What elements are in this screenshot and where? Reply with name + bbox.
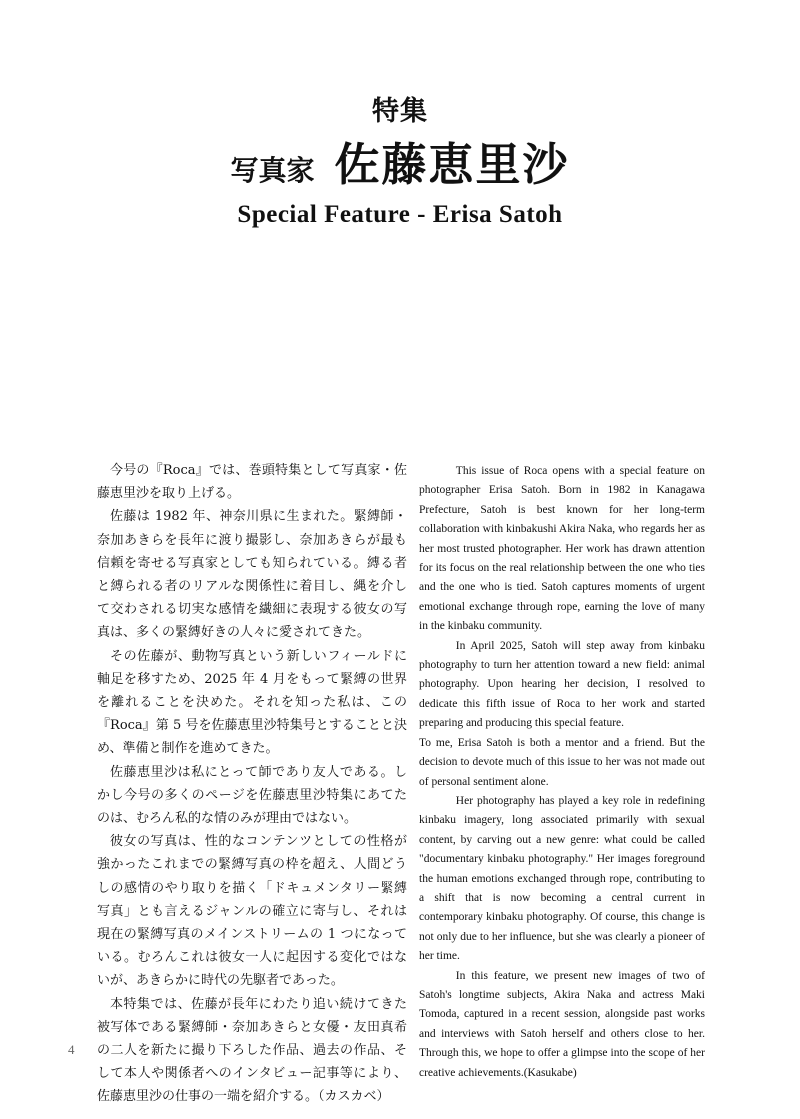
en-paragraph: Her photography has played a key role in redefining kinbaku imagery, long associated primarily with sexual content, by carving out a new genre: what could be called "documentary kinbaku photography." Her images foreground the human emotions exchanged through rope, contributing to a shift that is now becoming a central current in contemporary kinbaku photography. Of course, this change is not only due to her influence, but she was clearly a pioneer of her time. [419, 794, 705, 963]
en-paragraph: This issue of Roca opens with a special feature on photographer Erisa Satoh. Born in 1982 in Kanagawa Prefecture, Satoh is best known for her long-term collaboration with kinbakushi Akira Naka, who regards her as her most trusted photographer. Her work has drawn attention for its focus on the real relationship between the one who ties and the one who is tied. Satoh captures moments of urgent emotional exchange through rope, earning the love of many in the kinbaku community. [419, 465, 705, 633]
english-subtitle: Special Feature - Erisa Satoh [237, 201, 563, 228]
en-paragraph: In April 2025, Satoh will step away from kinbaku photography to turn her attention toward a new field: animal photography. Upon hearing her decision, I resolved to dedicate this fifth issue of Roca to her work and started preparing and producing this special feature. [419, 639, 705, 730]
feature-header [0, 96, 800, 230]
jp-paragraph: 本特集では、佐藤が長年にわたり追い続けてきた被写体である緊縛師・奈加あきらと女優・友田真希の二人を新たに撮り下ろした作品、過去の作品、そして本人や関係者へのインタビュー記事等により、佐藤恵里沙の仕事の一端を紹介する。（カスカベ） [97, 996, 407, 1105]
jp-paragraph: その佐藤が、動物写真という新しいフィールドに軸足を移すため、2025 年 4 月をもって緊縛の世界を離れることを決めた。それを知った私は、この『Roca』第 5 号を佐藤恵里沙特集号とすることと決め、準備と制作を進めてきた。 [97, 648, 407, 757]
jp-paragraph: 彼女の写真は、性的なコンテンツとしての性格が強かったこれまでの緊縛写真の枠を超え、人間どうしの感情のやり取りを描く「ドキュメンタリー緊縛写真」とも言えるジャンルの確立に寄与し、それは現在の緊縛写真のメインストリームの 1 つになっている。むろんこれは彼女一人に起因する変化ではないが、あきらかに時代の先駆者であった。 [97, 834, 407, 989]
jp-paragraph: 佐藤恵里沙は私にとって師であり友人である。しかし今号の多くのページを佐藤恵里沙特集にあてたのは、むろん私的な情のみが理由ではない。 [97, 764, 407, 827]
jp-paragraph: 今号の『Roca』では、巻頭特集として写真家・佐藤恵里沙を取り上げる。 [97, 463, 407, 502]
en-paragraph: In this feature, we present new images of two of Satoh's longtime subjects, Akira Naka and actress Maki Tomoda, captured in a recent session, alongside past works and interviews with Satoh herself and others close to her. Through this, we hope to offer a glimpse into the scope of her creative achievements.(Kasukabe) [419, 969, 705, 1079]
page-number: 4 [68, 1042, 75, 1057]
english-text-column [419, 462, 705, 1083]
title-prefix: 写真家 [230, 154, 315, 187]
en-paragraph: To me, Erisa Satoh is both a mentor and a friend. But the decision to devote much of this issue to her was not made out of personal sentiment alone. [419, 736, 705, 788]
photographer-name: 佐藤恵里沙 [334, 138, 570, 191]
feature-title [0, 136, 800, 194]
jp-paragraph: 佐藤は 1982 年、神奈川県に生まれた。緊縛師・奈加あきらを長年に渡り撮影し、奈加あきらが最も信頼を寄せる写真家としても知られている。縛る者と縛られる者のリアルな関係性に着目し、縄を介して交わされる切実な感情を繊細に表現する彼女の写真は、多くの緊縛好きの人々に愛されてきた。 [97, 509, 407, 641]
feature-label: 特集 [372, 96, 428, 127]
japanese-text-column [97, 459, 407, 1109]
